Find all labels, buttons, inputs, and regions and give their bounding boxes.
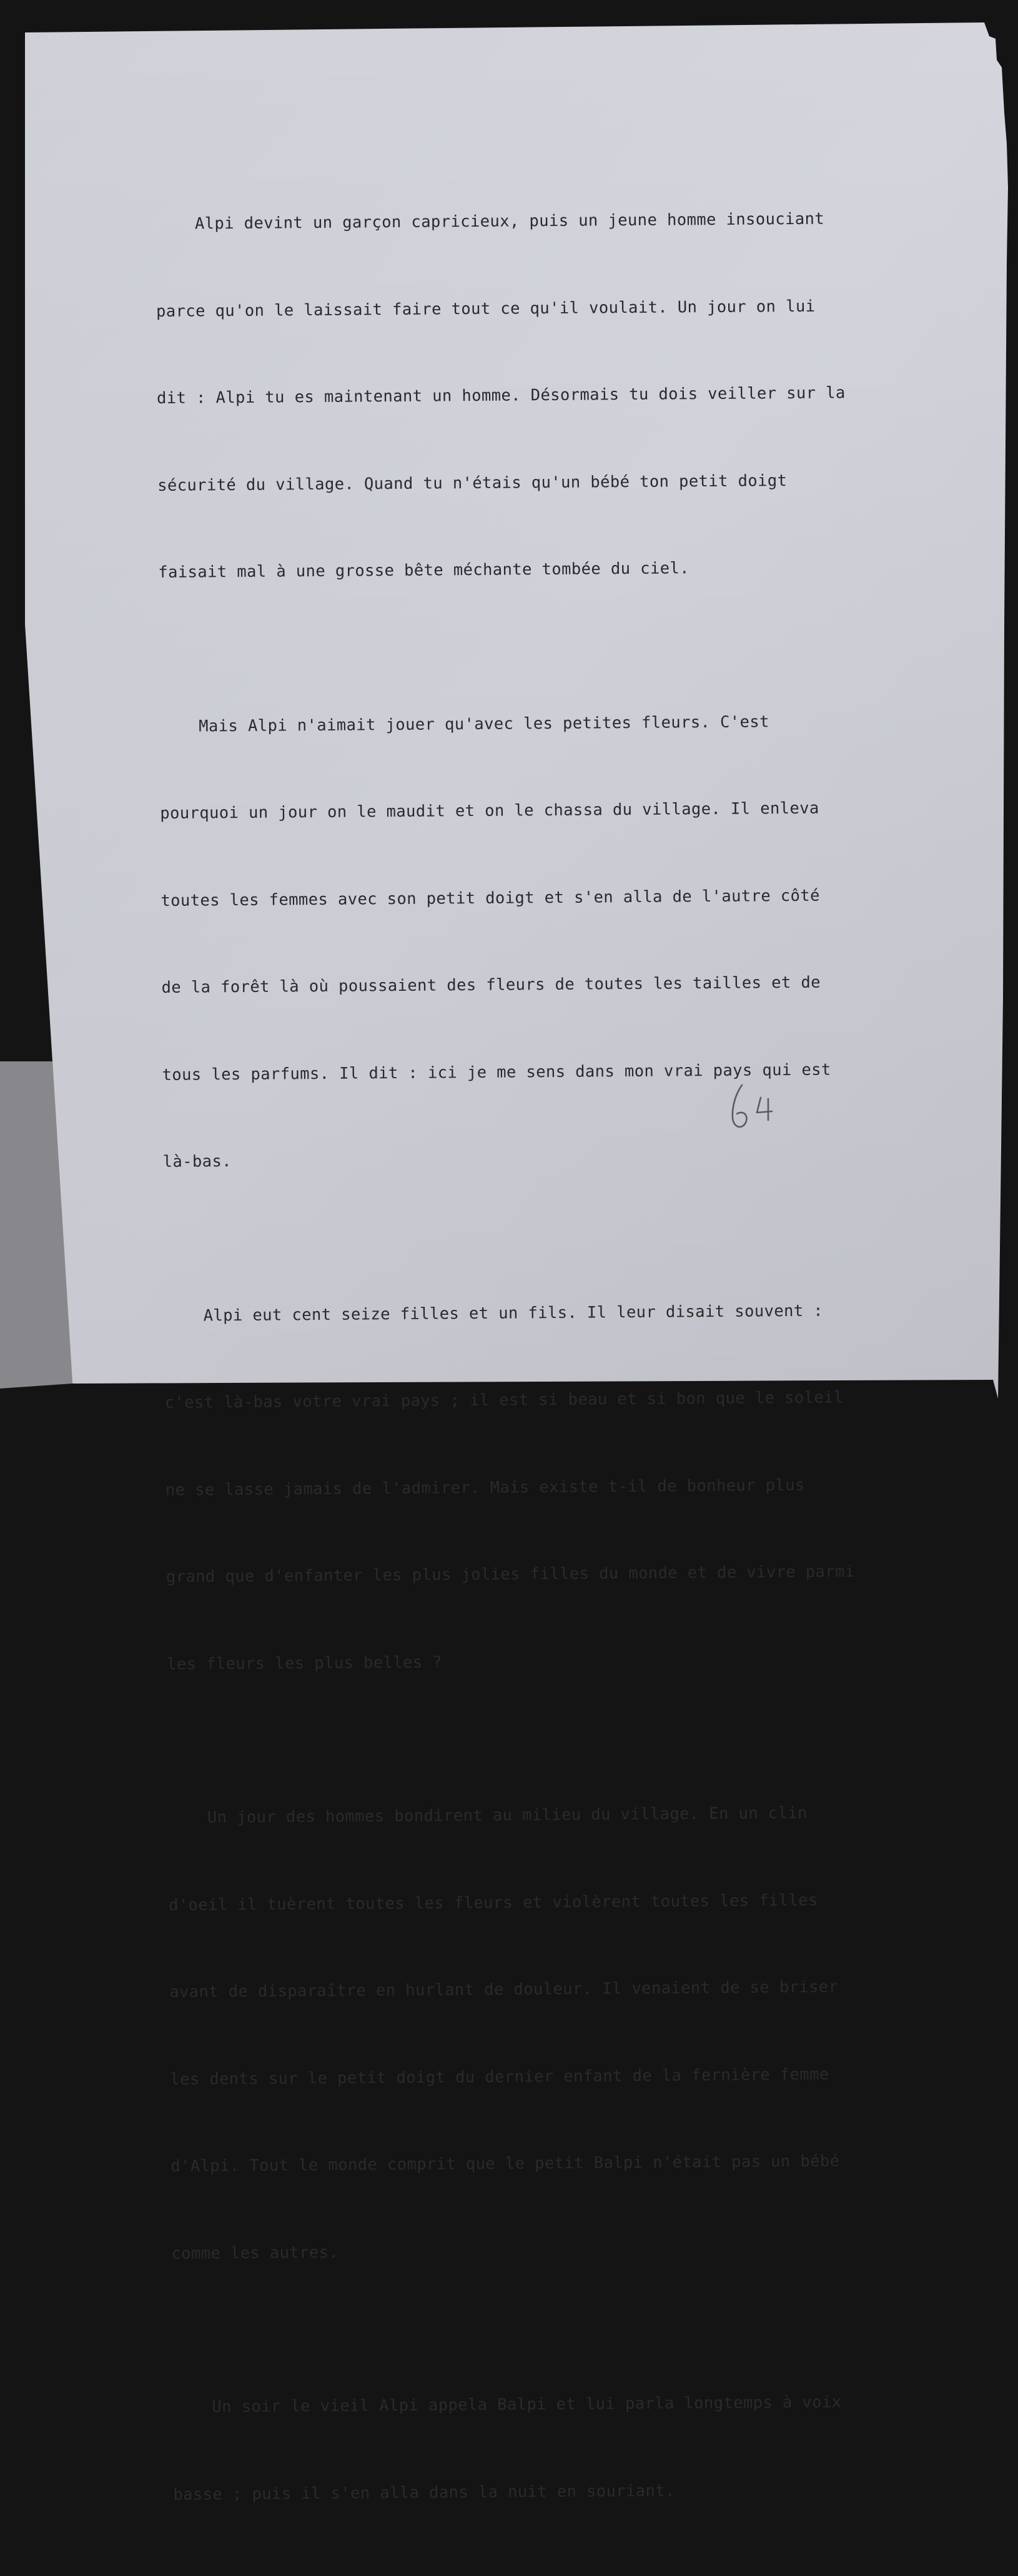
text-line: basse ; puis il s'en alla dans la nuit en souriant. bbox=[173, 2481, 675, 2504]
paragraph-4 bbox=[167, 1739, 921, 2326]
text-line: là-bas. bbox=[162, 1152, 232, 1171]
text-line: d'oeil il tuèrent toutes les fleurs et violèrent toutes les filles bbox=[168, 1890, 818, 1915]
paragraph-1 bbox=[155, 146, 908, 646]
text-line: les dents sur le petit doigt du dernier enfant de la fernière femme bbox=[170, 2065, 829, 2089]
text-line: Alpi devint un garçon capricieux, puis un jeune homme insouciant bbox=[155, 209, 825, 234]
text-line: toutes les femmes avec son petit doigt et s'en alla de l'autre côté bbox=[161, 886, 820, 910]
text-line: dit : Alpi tu es maintenant un homme. Désormais tu dois veiller sur la bbox=[156, 383, 846, 408]
handwritten-page-number-glyphs bbox=[723, 1080, 786, 1136]
text-line: faisait mal à une grosse bête méchante tombée du ciel. bbox=[158, 559, 690, 582]
text-line: les fleurs les plus belles ? bbox=[166, 1652, 443, 1674]
text-line: de la forêt là où poussaient des fleurs de toutes les tailles et de bbox=[161, 973, 821, 997]
paragraph-5 bbox=[172, 2329, 923, 2567]
handwritten-page-number bbox=[723, 1080, 786, 1136]
text-line: Alpi eut cent seize filles et un fils. Il leur disait souvent : bbox=[164, 1301, 824, 1325]
text-line: grand que d'enfanter les plus jolies filles du monde et de vivre parmi bbox=[166, 1562, 855, 1586]
paragraph-2 bbox=[159, 648, 912, 1234]
text-line: avant de disparaître en hurlant de douleur. Il venaient de se briser bbox=[169, 1977, 839, 2002]
text-line: d'Alpi. Tout le monde comprit que le petit Balpi n'était pas un bébé bbox=[170, 2151, 840, 2176]
text-line: Un soir le vieil Alpi appela Balpi et lui parla longtemps à voix bbox=[172, 2392, 842, 2417]
text-line: sécurité du village. Quand tu n'étais qu'un bébé ton petit doigt bbox=[157, 471, 788, 495]
text-line: ne se lasse jamais de l'admirer. Mais existe t-il de bonheur plus bbox=[165, 1475, 805, 1500]
text-line: Mais Alpi n'aimait jouer qu'avec les petites fleurs. C'est bbox=[159, 712, 769, 736]
paragraph-3 bbox=[164, 1237, 917, 1737]
text-line: Un jour des hommes bondirent au milieu du village. En un clin bbox=[167, 1803, 808, 1827]
text-line: c'est là-bas votre vrai pays ; il est si beau et si bon que le soleil bbox=[164, 1388, 844, 1412]
text-line: comme les autres. bbox=[171, 2243, 339, 2263]
text-line: tous les parfums. Il dit : ici je me sens dans mon vrai pays qui est bbox=[162, 1060, 831, 1084]
text-line: pourquoi un jour on le maudit et on le chassa du village. Il enleva bbox=[160, 799, 819, 823]
text-line: parce qu'on le laissait faire tout ce qu'il voulait. Un jour on lui bbox=[156, 297, 816, 321]
typed-text-body bbox=[155, 146, 923, 2576]
